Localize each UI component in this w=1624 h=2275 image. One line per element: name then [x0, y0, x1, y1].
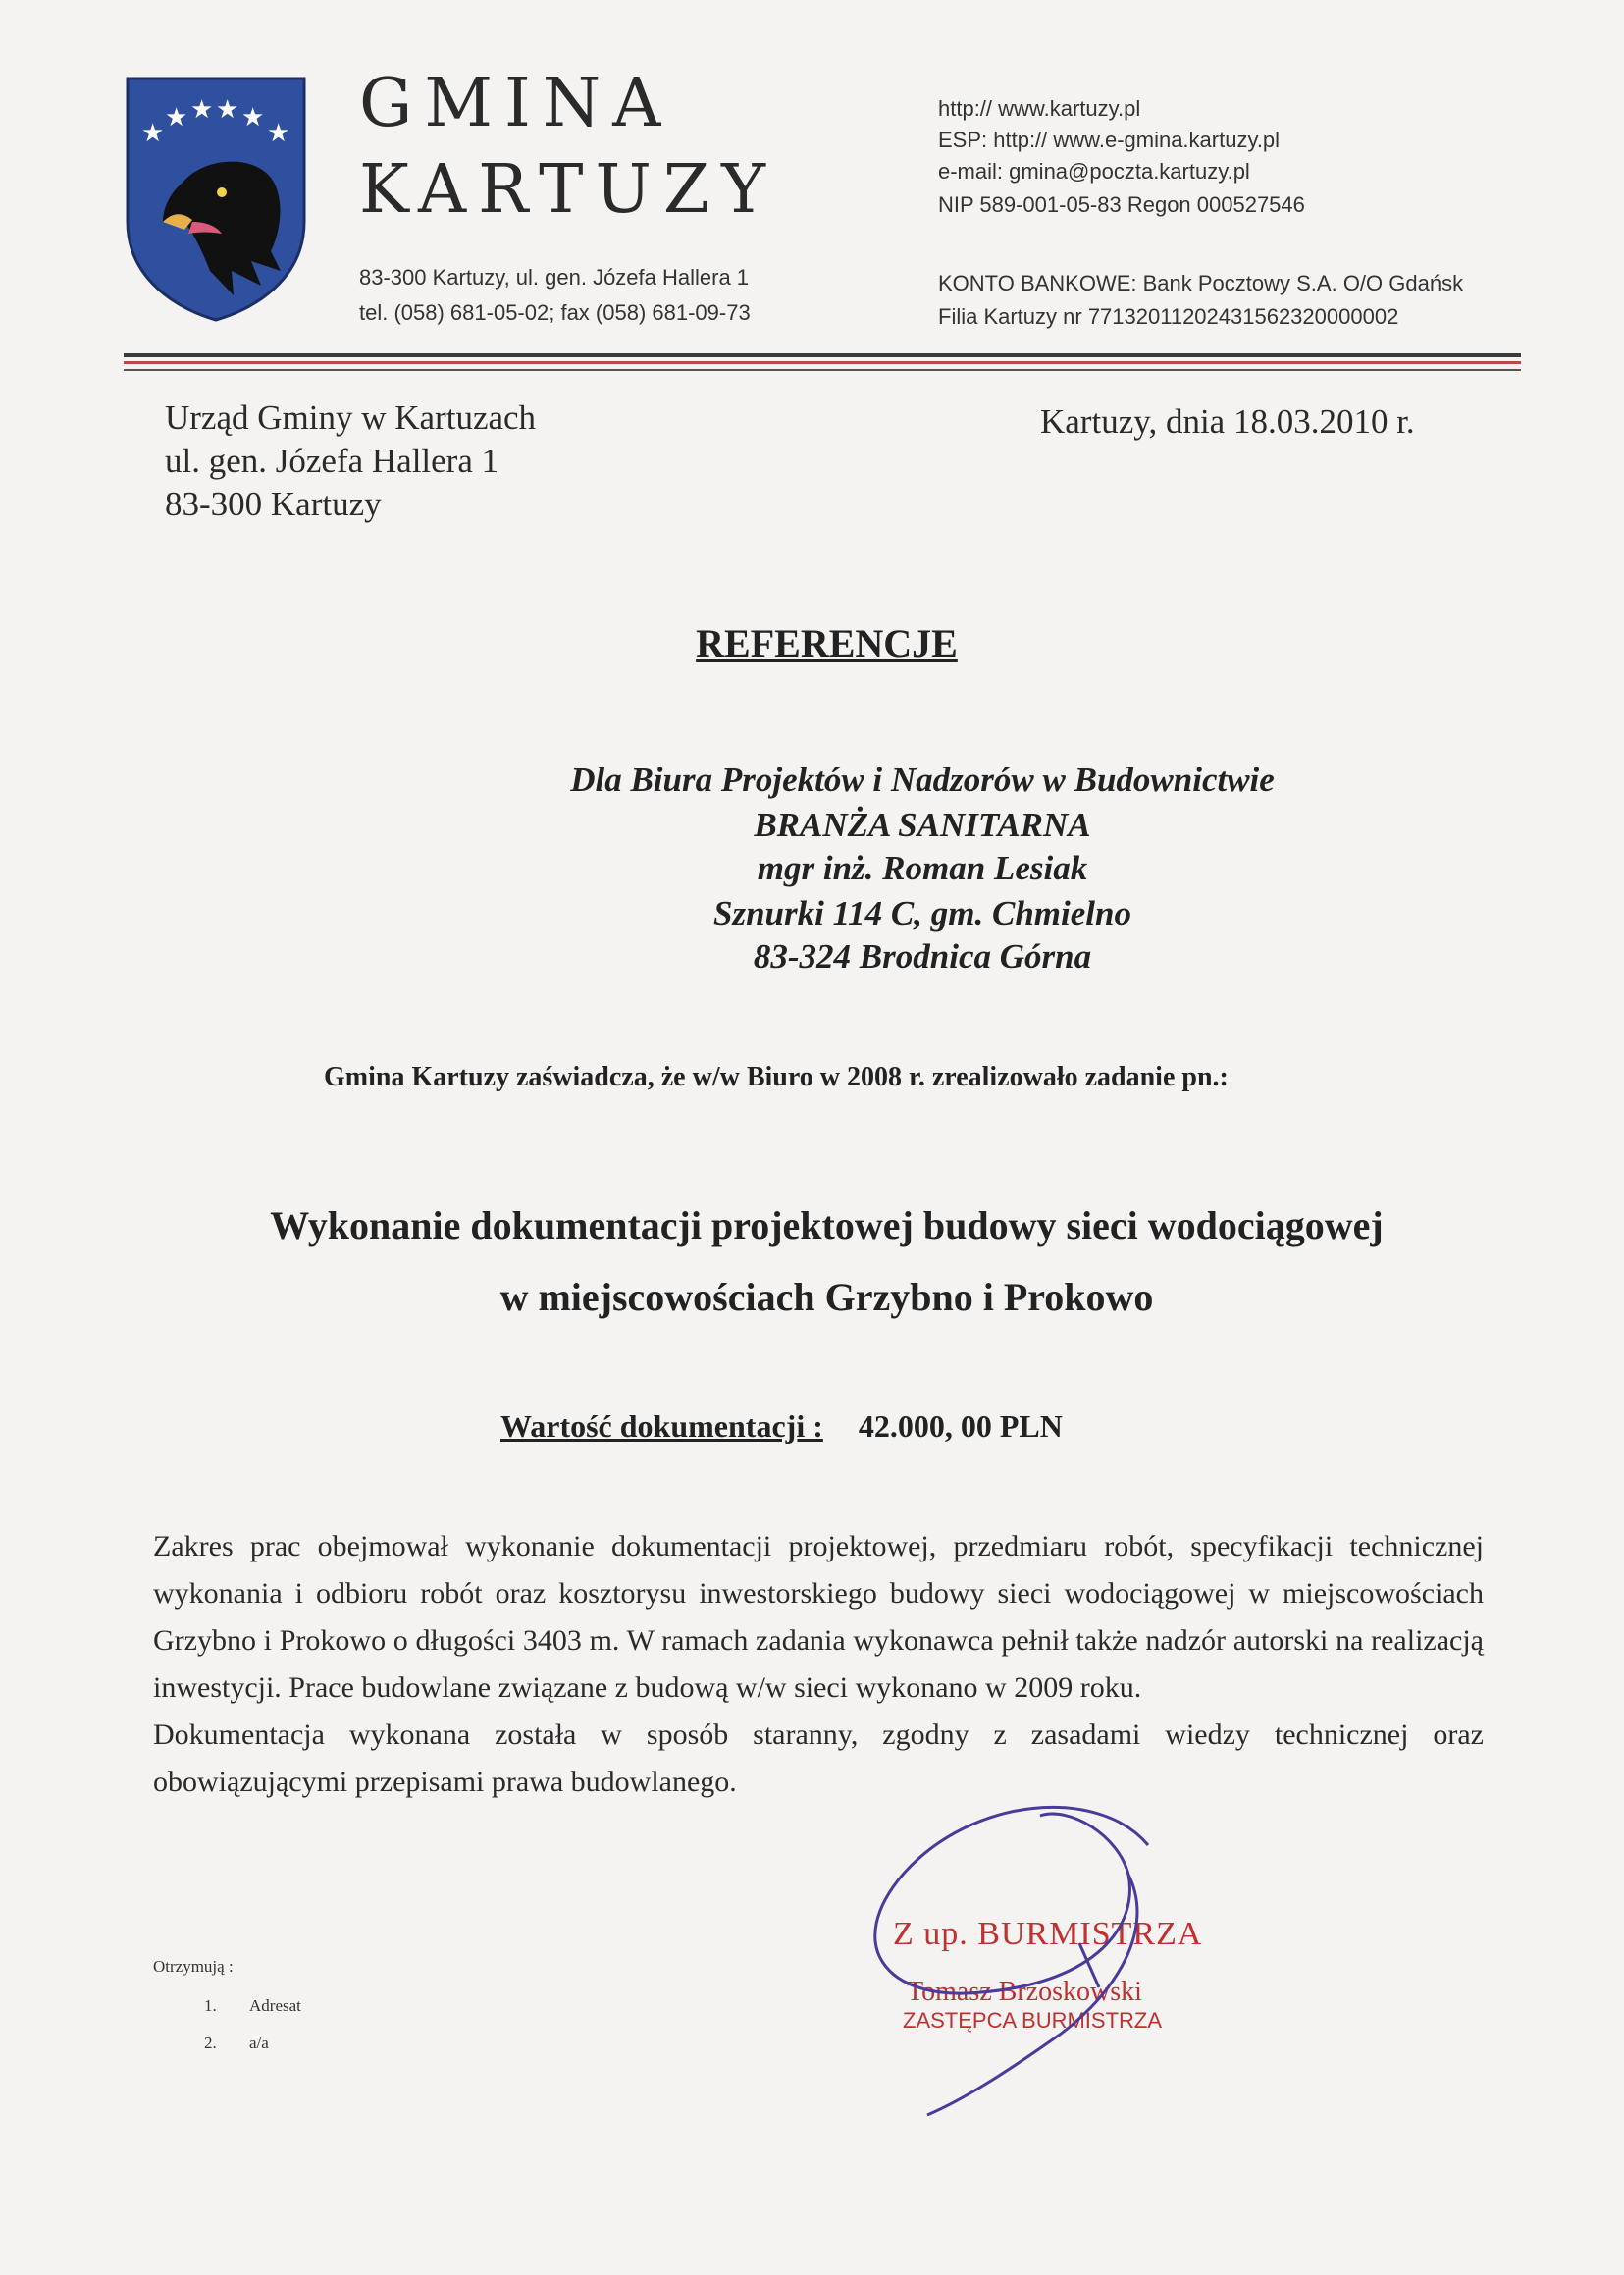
- distribution-item-2: a/a: [249, 2034, 269, 2052]
- stamp-name: Tomasz Brzoskowski: [907, 1977, 1142, 2007]
- svg-text:★: ★: [190, 95, 214, 125]
- sender-line2: ul. gen. Józefa Hallera 1: [165, 442, 499, 480]
- org-name-line2: KARTUZY: [359, 151, 777, 229]
- nip-regon: NIP 589-001-05-83 Regon 000527546: [938, 192, 1305, 217]
- document-value: [500, 1408, 1063, 1445]
- value-amount: 42.000, 00 PLN: [858, 1408, 1063, 1444]
- document-date: Kartuzy, dnia 18.03.2010 r.: [1040, 402, 1415, 441]
- org-name-line1: GMINA: [359, 65, 673, 142]
- header-divider-thin: [124, 369, 1521, 371]
- value-label: Wartość dokumentacji :: [500, 1408, 823, 1444]
- recipient-line2: BRANŻA SANITARNA: [754, 806, 1091, 844]
- bank-branch: Filia Kartuzy nr 77132011202431562320000002: [938, 304, 1399, 329]
- header-divider-red: [124, 361, 1521, 364]
- recipient-line1: Dla Biura Projektów i Nadzorów w Budownictwie: [570, 761, 1275, 799]
- coat-of-arms-icon: [124, 75, 308, 322]
- certification-text: Gmina Kartuzy zaświadcza, że w/w Biuro w 2008 r. zrealizowało zadanie pn.:: [324, 1062, 1229, 1092]
- body-paragraph-2: Dokumentacja wykonana została w sposób staranny, zgodny z zasadami wiedzy technicznej oraz obowiązującymi przepisami prawa budowlanego.: [153, 1719, 1484, 1798]
- bank-account: KONTO BANKOWE: Bank Pocztowy S.A. O/O Gdańsk: [938, 271, 1464, 295]
- body-paragraph-1: Zakres prac obejmował wykonanie dokumentacji projektowej, przedmiaru robót, specyfikacji technicznej wykonania i odbioru robót oraz kosztorysu inwestorskiego budowy sieci wodociągowej w miejscowościach Grzybno i Prokowo o długości 3403 m. W ramach zadania wykonawca pełnił także nadzór autorski na realizacją inwestycji. Prace budowlane związane z budową w/w sieci wykonano w 2009 roku.: [153, 1530, 1484, 1704]
- esp-address: ESP: http:// www.e-gmina.kartuzy.pl: [938, 128, 1281, 152]
- org-address: 83-300 Kartuzy, ul. gen. Józefa Hallera 1: [359, 265, 750, 290]
- email-address: e-mail: gmina@poczta.kartuzy.pl: [938, 159, 1250, 184]
- stamp-position: ZASTĘPCA BURMISTRZA: [903, 2008, 1163, 2033]
- org-phone: tel. (058) 681-05-02; fax (058) 681-09-73: [359, 300, 751, 325]
- body-text: [153, 1523, 1484, 1806]
- recipient-line3: mgr inż. Roman Lesiak: [757, 849, 1088, 887]
- page-title: REFERENCJE: [696, 621, 958, 665]
- svg-text:★: ★: [216, 95, 239, 125]
- svg-text:★: ★: [141, 119, 165, 148]
- distribution-label: Otrzymują :: [153, 1957, 234, 1976]
- signature-icon: [844, 1747, 1256, 2179]
- svg-text:★: ★: [165, 103, 188, 132]
- task-title-line2: w miejscowościach Grzybno i Prokowo: [499, 1275, 1154, 1319]
- task-title-line1: Wykonanie dokumentacji projektowej budowy sieci wodociągowej: [270, 1203, 1384, 1247]
- svg-text:★: ★: [267, 119, 290, 148]
- distribution-num-2: 2.: [204, 2034, 217, 2052]
- svg-text:★: ★: [241, 103, 265, 132]
- sender-line1: Urząd Gminy w Kartuzach: [165, 398, 537, 437]
- recipient-line5: 83-324 Brodnica Górna: [753, 937, 1092, 976]
- stamp-title: Z up. BURMISTRZA: [893, 1916, 1203, 1952]
- distribution-num-1: 1.: [204, 1996, 217, 2015]
- recipient-line4: Sznurki 114 C, gm. Chmielno: [713, 894, 1131, 932]
- header-divider: [124, 353, 1521, 357]
- sender-line3: 83-300 Kartuzy: [165, 485, 382, 523]
- web-address: http:// www.kartuzy.pl: [938, 96, 1141, 121]
- distribution-item-1: Adresat: [249, 1996, 301, 2015]
